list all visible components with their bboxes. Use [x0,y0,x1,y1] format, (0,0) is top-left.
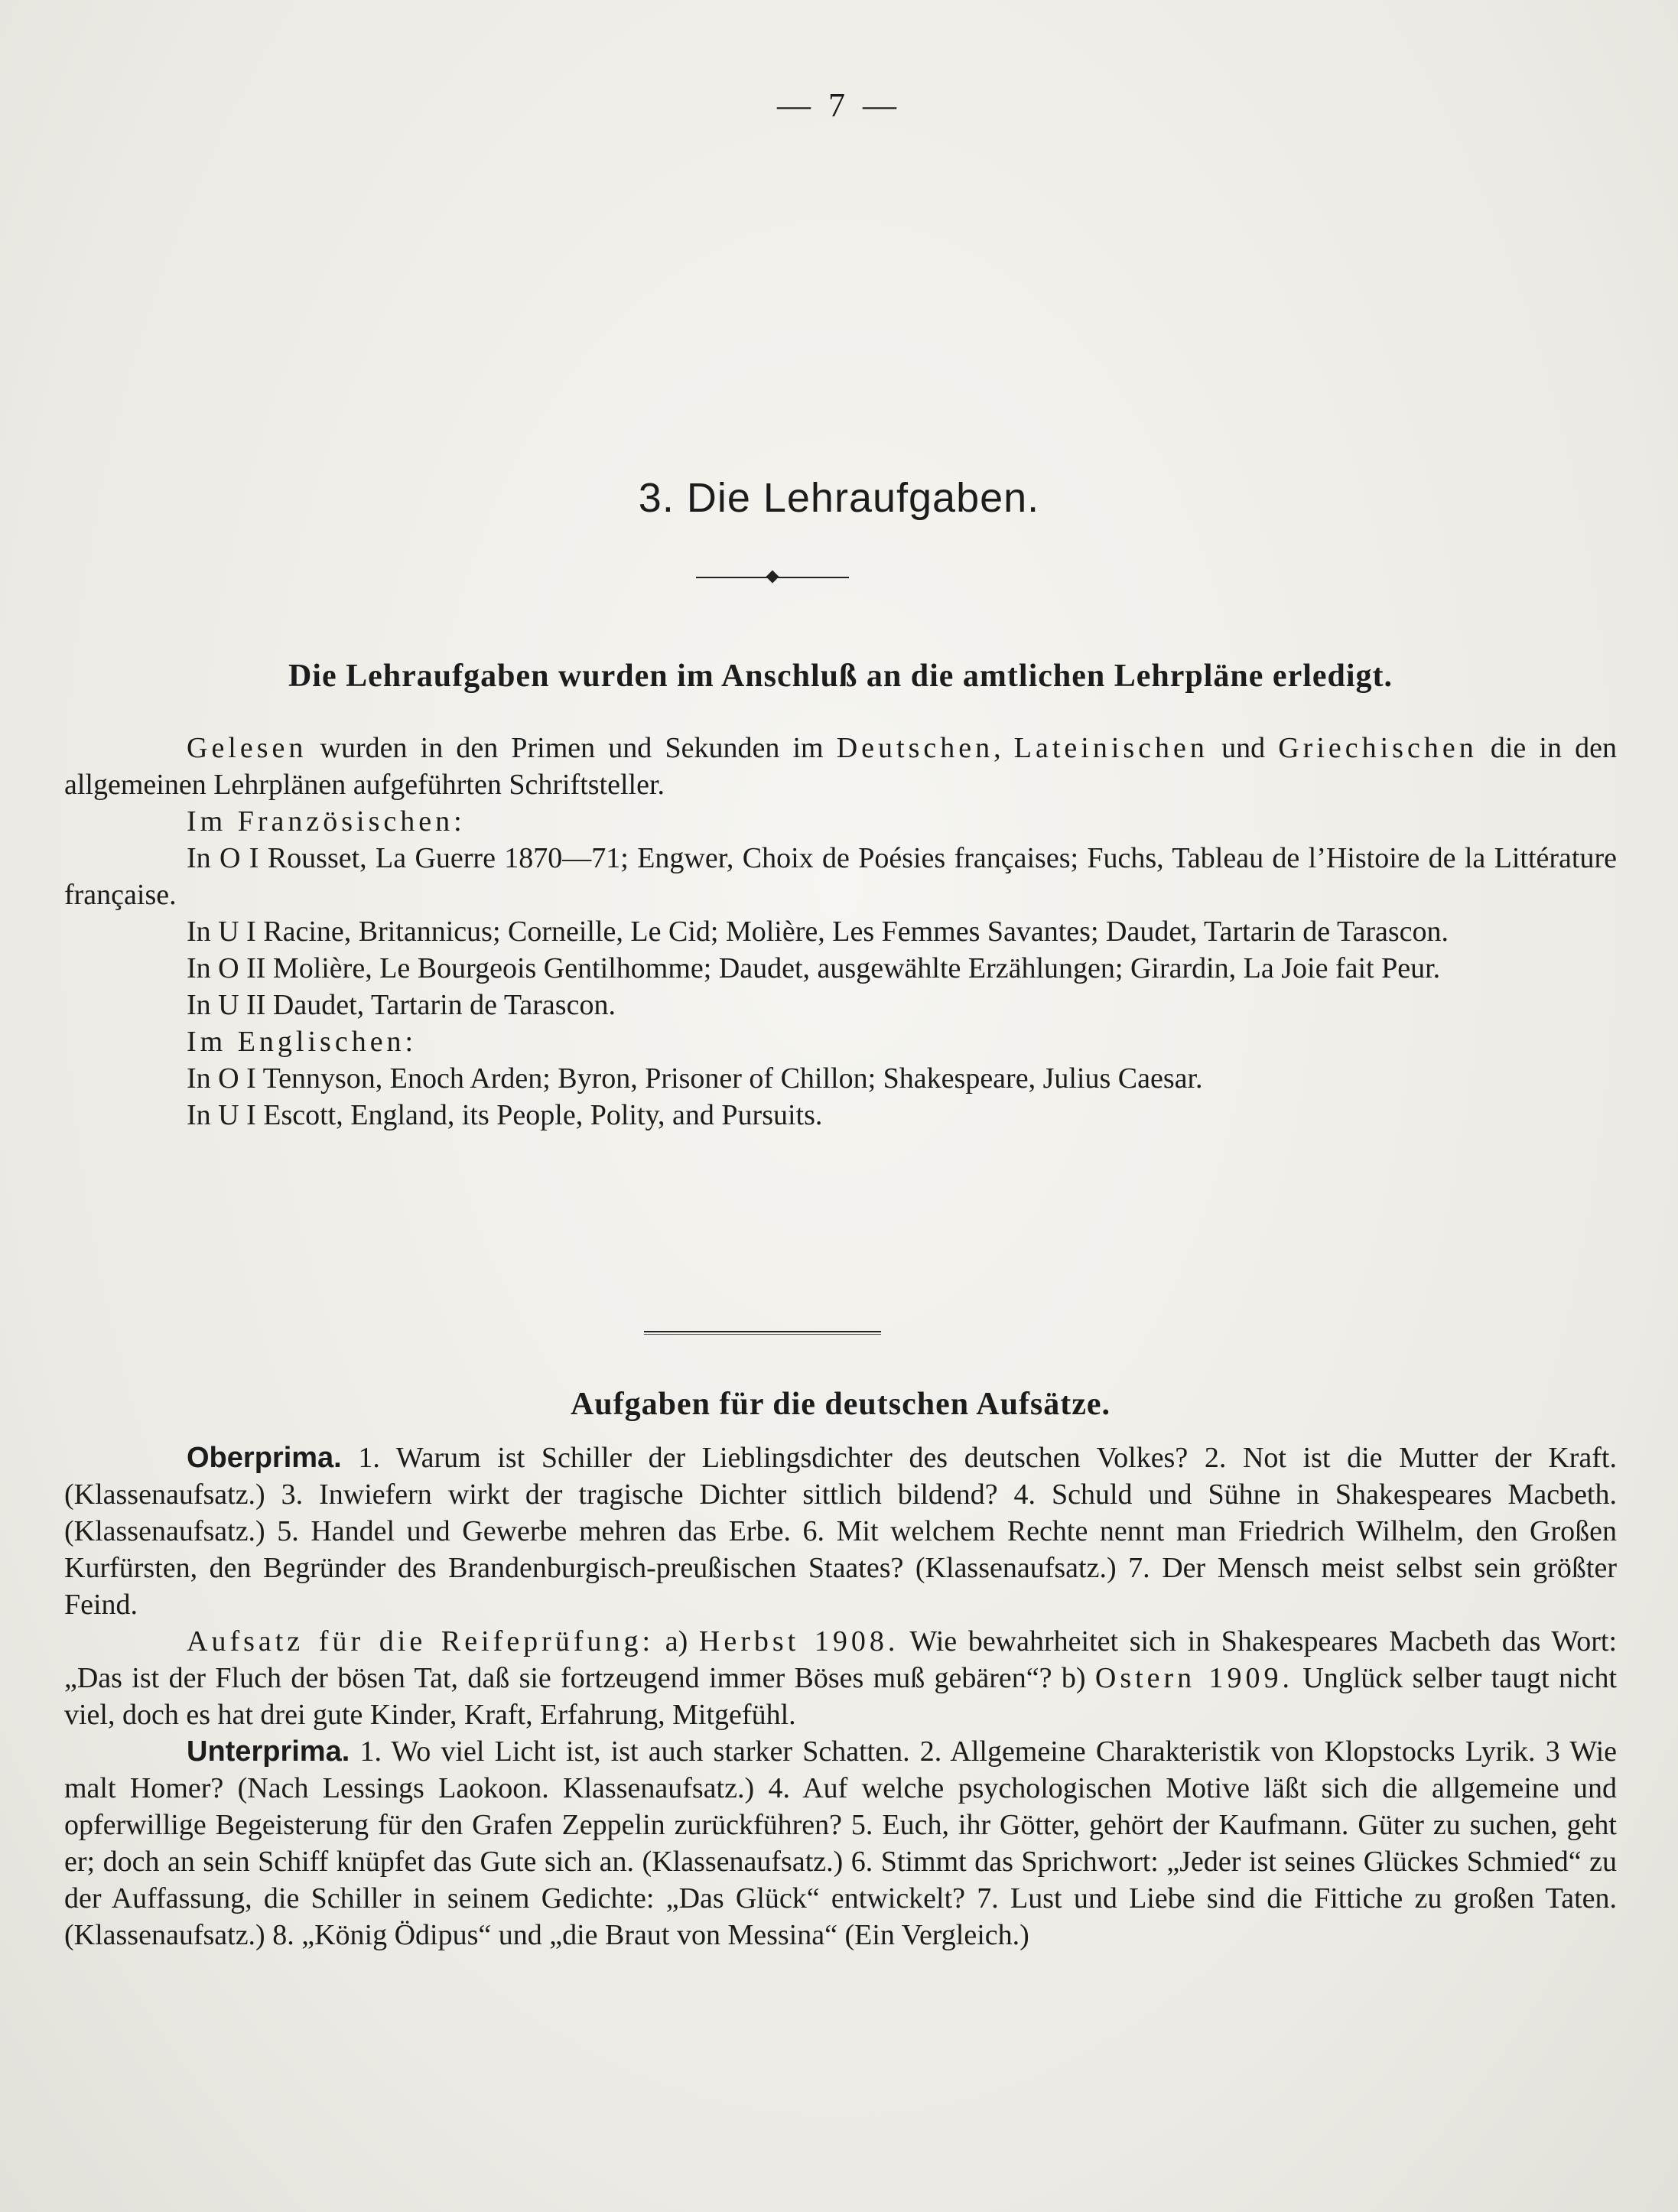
readings-intro: Gelesen wurden in den Primen und Sekunden im Deutschen, Lateinischen und Griechischen die in den allgemeinen Lehrplänen aufgeführten Schriftsteller. [64,732,1618,801]
subheading: Die Lehraufgaben wurden im Anschluß an die amtlichen Lehrpläne erledigt. [288,659,1393,694]
french-ui: In U I Racine, Britannicus; Corneille, Le Cid; Molière, Les Femmes Savantes; Daudet, Tartarin de Tarascon. [187,916,1449,948]
essays-title: Aufgaben für die deutschen Aufsätze. [570,1387,1111,1422]
reife-label: Aufsatz für die Reifeprüfung: [187,1625,655,1657]
section-divider [644,1331,881,1335]
oberprima-paragraph: Oberprima. 1. Warum ist Schiller der Lieblingsdichter des deutschen Volkes? 2. Not ist die Mutter der Kraft. (Klassenaufsatz.) 3. Inwiefern wirkt der tragische Dichter sittlich bildend? 4. Schuld und Sühne in Shakespeares Macbeth. (Klassenaufsatz.) 5. Handel und Gewerbe mehren das Erbe. 6. Mit welchem Rechte nennt man Friedrich Wilhelm, den Großen Kurfürsten, den Begründer des Brandenburgisch-preußischen Staates? (Klassenaufsatz.) 7. Der Mensch meist selbst sein größter Feind. [64,1442,1617,1621]
french-uii: In U II Daudet, Tartarin de Tarascon. [187,989,616,1021]
unterprima-paragraph: Unterprima. 1. Wo viel Licht ist, ist auch starker Schatten. 2. Allgemeine Charakteristik von Klopstocks Lyrik. 3 Wie malt Homer? (Nach Lessings Laokoon. Klassenaufsatz.) 4. Auf welche psychologischen Motive läßt sich die allgemeine und opferwillige Begeisterung für den Grafen Zeppelin zurückführen? 5. Euch, ihr Götter, gehört der Kaufmann. Güter zu suchen, geht er; doch an sein Schiff knüpfet das Gute sich an. (Klassenaufsatz.) 6. Stimmt das Sprichwort: „Jeder ist seines Glückes Schmied“ zu der Auffassung, die Schiller in seinem Gedichte: „Das Glück“ entwickelt? 7. Lust und Liebe sind die Fittiche zu großen Taten. (Klassenaufsatz.) 8. „König Ödipus“ und „die Braut von Messina“ (Ein Vergleich.) [64,1735,1617,1951]
english-ui: In U I Escott, England, its People, Polity, and Pursuits. [187,1099,823,1131]
page-number: — 7 — [777,86,901,124]
section-heading: 3. Die Lehraufgaben. [638,475,1040,521]
french-oi: In O I Rousset, La Guerre 1870—71; Engwer, Choix de Poésies françaises; Fuchs, Tableau de l’Histoire de la Littérature française. [64,842,1617,911]
oberprima-label: Oberprima. [187,1442,342,1474]
essays-section [64,1439,1617,1953]
unterprima-label: Unterprima. [187,1735,350,1768]
reife-paragraph: Aufsatz für die Reifeprüfung: a) Herbst 1908. Wie bewahrheitet sich in Shakespeares Macbeth das Wort: „Das ist der Fluch der bösen Tat, daß sie fortzeugend immer Böses muß gebären“? b) Ostern 1909. Unglück selber taugt nicht viel, doch es hat drei gute Kinder, Kraft, Erfahrung, Mitgefühl. [64,1625,1618,1731]
french-label: Im Französischen: [187,805,466,838]
english-label: Im Englischen: [187,1026,418,1058]
french-oii: In O II Molière, Le Bourgeois Gentilhomme; Daudet, ausgewählte Erzählungen; Girardin, La Joie fait Peur. [187,952,1441,984]
heading-ornament [696,572,849,583]
readings-section [64,730,1617,1134]
english-oi: In O I Tennyson, Enoch Arden; Byron, Prisoner of Chillon; Shakespeare, Julius Caesar. [187,1062,1203,1095]
